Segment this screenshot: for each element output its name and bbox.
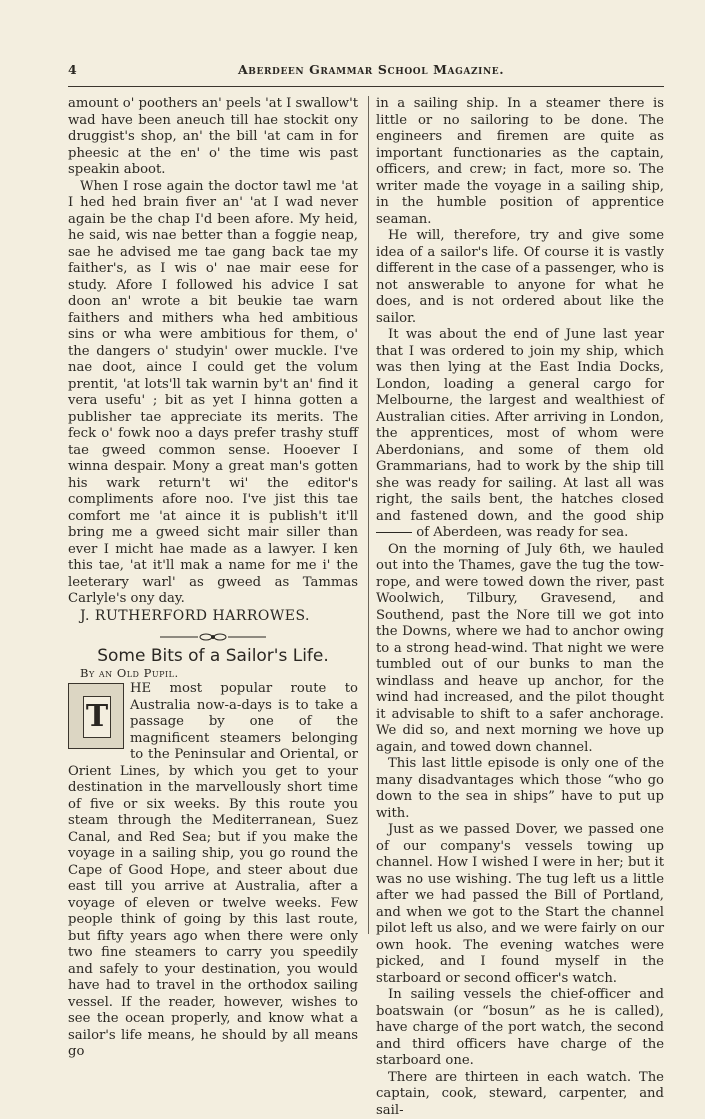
page-header — [68, 62, 664, 80]
paragraph: This last little episode is only one of the many disadvantages which those “who go down to the sea in ships” have to put up with. — [376, 756, 664, 822]
magazine-title: Aberdeen Grammar School Magazine. — [238, 62, 504, 77]
paragraph: When I rose again the doctor tawl me 'at I hed hed brain fiver an' 'at I wad never again be the chap I'd been afore. My heid, he said, wis nae better than a foggie neap, sae he advised me tae gang back tae my faither's, as I wis o' nae mair eese for study. Afore I followed his advice I sat doon an' wrote a bit beukie tae warn faithers and mithers wha hed ambitious sins or wha were ambitious for them, o' the dangers o' studyin' ower muckle. I've nae doot, aince I could get the volum prentit, 'at lots'll tak warnin by't an' find it vera usefu' ; bit as yet I hinna gotten a publisher tae appreciate its merits. The feck o' fowk noo a days prefer trashy stuff tae gweed common sense. Hooever I winna despair. Mony a great man's gotten his wark return't wi' the editor's compliments afore noo. I've jist this tae comfort me 'at aince it is publish't it'll bring me a gweed sicht mair siller than ever I micht hae made as a lawyer. I ken this tae, 'at it'll mak a name for me i' the leeterary warl' as gweed as Tammas Carlyle's ony day. — [68, 179, 358, 608]
paragraph: On the morning of July 6th, we hauled out into the Thames, gave the tug the tow-rope, and were towed down the river, past Woolwich, Tilbury, Gravesend, and Southend, past the Nore till we got into the Downs, where we had to anchor owing to a strong head-wind. That night we were tumbled out of our bunks to man the windlass and heave up anchor, for the wind had increased, and the pilot thought it advisable to shift to a safer anchorage. We did so, and next morning we hove up again, and towed down channel. — [376, 542, 664, 757]
paragraph: There are thirteen in each watch. The captain, cook, steward, carpenter, and sail- — [376, 1070, 664, 1119]
paragraph-text-end: of Aberdeen, was ready for sea. — [416, 525, 628, 540]
left-column — [68, 96, 358, 1061]
header-rule — [68, 86, 664, 87]
flourish-icon — [158, 630, 268, 644]
paragraph: Just as we passed Dover, we passed one of our company's vessels towing up channel. How I wished I were in her; but it was no use wishing. The tug left us a little after we had passed the Bill of Portland, and when we got to the Start the channel pilot left us also, and we were fairly on our own hook. The evening watches were picked, and I found myself in the starboard or second officer's watch. — [376, 822, 664, 987]
byline: By an Old Pupil. — [68, 665, 358, 682]
drop-cap-ornament — [68, 683, 124, 749]
right-column — [376, 96, 664, 1119]
paragraph: In sailing vessels the chief-officer and boatswain (or “bosun” as he is called), have charge of the port watch, the second and third officers have charge of the starboard one. — [376, 987, 664, 1070]
ornament-divider — [68, 630, 358, 644]
column-divider — [368, 96, 369, 934]
article-title: Some Bits of a Sailor's Life. — [68, 648, 358, 665]
continued-paragraph: in a sailing ship. In a steamer there is little or no sailoring to be done. The engineers and firemen are quite as important functionaries as the captain, officers, and crew; in fact, more so. The writer made the voyage in a sailing ship, in the humble position of apprentice seaman. — [376, 96, 664, 228]
paragraph-text: It was about the end of June last year that I was ordered to join my ship, which was then lying at the East India Docks, London, loading a general cargo for Melbourne, the largest and wealthiest of Australian cities. After arriving in London, the apprentices, most of whom were Aberdonians, and some of them old Grammarians, had to work by the ship till she was ready for sailing. At last all was right, the sails bent, the hatches closed and fastened down, and the good ship — [376, 327, 664, 524]
paragraph — [376, 327, 664, 542]
paragraph: He will, therefore, try and give some idea of a sailor's life. Of course it is vastly different in the case of a passenger, who is not answerable to anyone for what he does, and is not ordered about like the sailor. — [376, 228, 664, 327]
opening-text: HE most popular route to Australia now-a-days is to take a passage by one of the magnificent steamers belonging to the Peninsular and Oriental, or Orient Lines, by which you get to your destination in the marvellously short time of five or six weeks. By this route you steam through the Mediterranean, Suez Canal, and Red Sea; but if you make the voyage in a sailing ship, you go round the Cape of Good Hope, and steer about due east till you arrive at Australia, after a voyage of eleven or twelve weeks. Few people think of going by this last route, but fifty years ago when there were only two fine steamers to carry you speedily and safely to your destination, you would have had to travel in the orthodox sailing vessel. If the reader, however, wishes to see the ocean properly, and know what a sailor's life means, he should by all means go — [68, 681, 358, 1059]
article-opening-paragraph — [68, 681, 358, 1061]
continued-paragraph: amount o' poothers an' peels 'at I swallow't wad have been aneuch till hae stockit ony druggist's shop, an' the bill 'at cam in for pheesic at the en' o' the time wis past speakin aboot. — [68, 96, 358, 179]
page-number: 4 — [68, 62, 77, 77]
redacted-name-dash — [376, 532, 412, 533]
drop-cap-letter: T — [83, 696, 111, 738]
author-signature: J. RUTHERFORD HARROWES. — [68, 608, 358, 625]
